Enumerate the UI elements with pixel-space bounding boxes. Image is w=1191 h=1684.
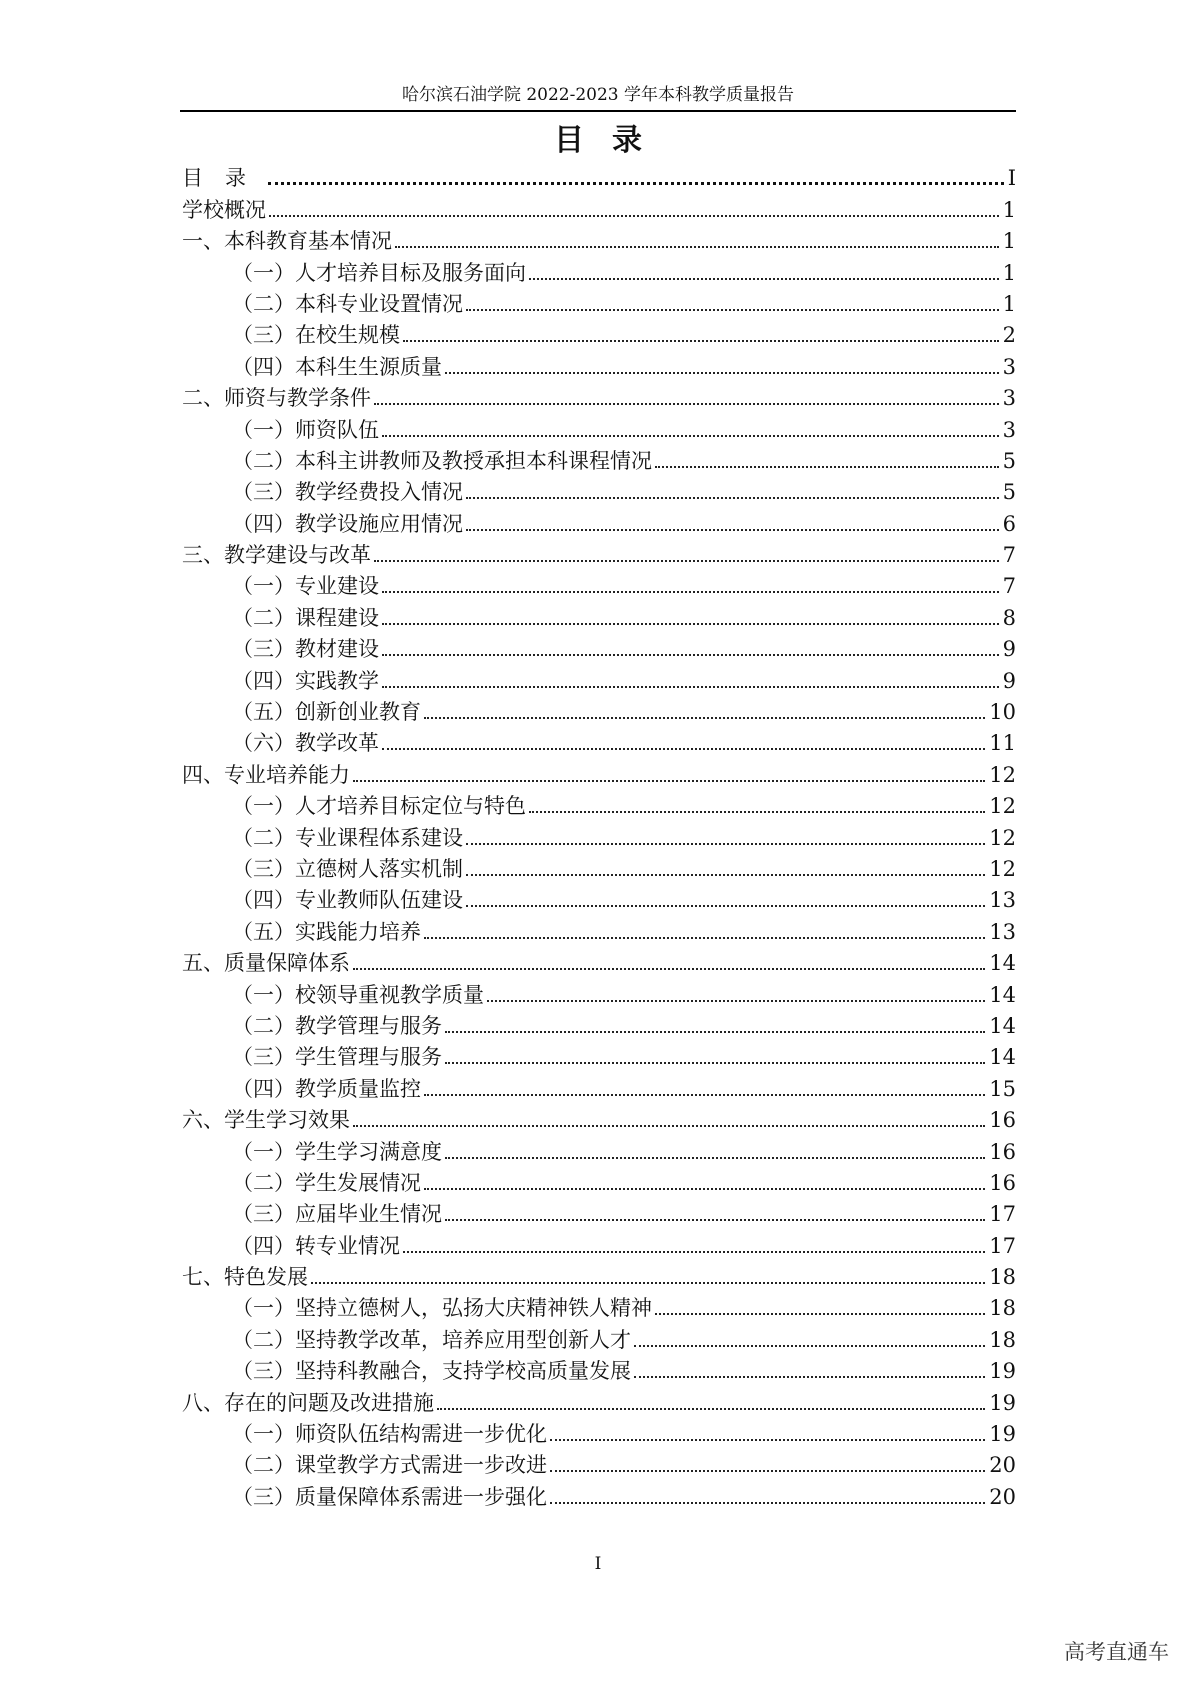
toc-entry-page: 7 xyxy=(1002,574,1016,599)
toc-dot-leader xyxy=(424,1094,985,1096)
toc-entry-page: 18 xyxy=(989,1296,1016,1321)
toc-entry-title: （一）专业建设 xyxy=(232,574,379,599)
toc-entry-title: 二、师资与教学条件 xyxy=(182,386,371,411)
toc-entry[interactable] xyxy=(182,1102,1016,1133)
toc-entry-page: 12 xyxy=(989,856,1016,881)
toc-entry[interactable] xyxy=(182,1259,1016,1290)
page-number: I xyxy=(594,1554,602,1574)
toc-entry[interactable] xyxy=(182,254,1016,285)
toc-entry-page: 16 xyxy=(989,1108,1016,1133)
toc-dot-leader xyxy=(655,466,999,468)
toc-entry-page: 1 xyxy=(1002,260,1016,285)
toc-dot-leader xyxy=(634,1345,985,1347)
toc-entry[interactable] xyxy=(182,1290,1016,1321)
toc-dot-leader xyxy=(550,1502,985,1504)
toc-entry-page: I xyxy=(1007,166,1016,191)
toc-entry-page: 18 xyxy=(989,1327,1016,1352)
toc-entry[interactable] xyxy=(182,568,1016,599)
toc-entry[interactable] xyxy=(182,223,1016,254)
watermark-text: 高考直通车 xyxy=(1064,1640,1169,1664)
toc-dot-leader xyxy=(374,560,999,562)
toc-entry-title: （二）坚持教学改革，培养应用型创新人才 xyxy=(232,1327,631,1352)
toc-entry-title: （二）课堂教学方式需进一步改进 xyxy=(232,1453,547,1478)
toc-entry[interactable] xyxy=(182,599,1016,630)
toc-entry-page: 16 xyxy=(989,1139,1016,1164)
toc-entry-page: 20 xyxy=(989,1453,1016,1478)
toc-dot-leader xyxy=(445,1062,985,1064)
toc-dot-leader xyxy=(382,748,985,750)
toc-dot-leader xyxy=(382,435,999,437)
toc-entry[interactable] xyxy=(182,725,1016,756)
toc-dot-leader xyxy=(311,1282,985,1284)
toc-entry-title: （三）立德树人落实机制 xyxy=(232,856,463,881)
toc-entry[interactable] xyxy=(182,819,1016,850)
toc-dot-leader xyxy=(466,309,999,311)
toc-entry[interactable] xyxy=(182,1384,1016,1415)
toc-entry[interactable] xyxy=(182,662,1016,693)
toc-entry-title: （二）课程建设 xyxy=(232,605,379,630)
toc-list xyxy=(182,160,1016,1510)
toc-entry[interactable] xyxy=(182,1478,1016,1509)
toc-entry-title: 六、学生学习效果 xyxy=(182,1108,350,1133)
toc-entry-title: （三）教学经费投入情况 xyxy=(232,480,463,505)
toc-entry-title: （二）学生发展情况 xyxy=(232,1170,421,1195)
toc-dot-leader xyxy=(466,843,985,845)
toc-entry[interactable] xyxy=(182,286,1016,317)
toc-entry-page: 16 xyxy=(989,1170,1016,1195)
toc-entry-title: 三、教学建设与改革 xyxy=(182,543,371,568)
toc-entry[interactable] xyxy=(182,1416,1016,1447)
toc-dot-leader xyxy=(445,1031,985,1033)
toc-entry[interactable] xyxy=(182,1196,1016,1227)
toc-entry-page: 3 xyxy=(1002,354,1016,379)
toc-entry-title: （五）创新创业教育 xyxy=(232,700,421,725)
toc-entry-page: 9 xyxy=(1002,668,1016,693)
toc-entry-page: 13 xyxy=(989,888,1016,913)
toc-entry[interactable] xyxy=(182,1165,1016,1196)
toc-entry[interactable] xyxy=(182,191,1016,222)
toc-entry-title: （三）教材建设 xyxy=(232,637,379,662)
toc-entry-title: 七、特色发展 xyxy=(182,1265,308,1290)
toc-entry-title: 五、质量保障体系 xyxy=(182,951,350,976)
toc-entry-page: 14 xyxy=(989,951,1016,976)
toc-title: 目录 xyxy=(554,123,670,158)
toc-dot-leader xyxy=(466,497,999,499)
toc-entry-title: （四）教学设施应用情况 xyxy=(232,511,463,536)
toc-dot-leader xyxy=(382,591,999,593)
toc-dot-leader xyxy=(382,686,999,688)
toc-entry-title: （一）学生学习满意度 xyxy=(232,1139,442,1164)
toc-dot-leader xyxy=(395,246,999,248)
toc-entry-page: 2 xyxy=(1002,323,1016,348)
toc-entry[interactable] xyxy=(182,1227,1016,1258)
toc-entry-page: 15 xyxy=(989,1076,1016,1101)
toc-entry-title: （四）实践教学 xyxy=(232,668,379,693)
toc-dot-leader xyxy=(466,905,985,907)
toc-entry[interactable] xyxy=(182,1070,1016,1101)
toc-entry-page: 3 xyxy=(1002,417,1016,442)
toc-dot-leader xyxy=(655,1313,985,1315)
toc-entry-page: 6 xyxy=(1002,511,1016,536)
toc-entry[interactable] xyxy=(182,348,1016,379)
toc-dot-leader xyxy=(634,1376,985,1378)
toc-entry-page: 1 xyxy=(1002,291,1016,316)
toc-dot-leader xyxy=(550,1470,985,1472)
toc-entry-title: （五）实践能力培养 xyxy=(232,919,421,944)
toc-entry-title: （四）转专业情况 xyxy=(232,1233,400,1258)
toc-entry-page: 13 xyxy=(989,919,1016,944)
running-header: 哈尔滨石油学院 2022-2023 学年本科教学质量报告 xyxy=(401,85,795,105)
toc-dot-leader xyxy=(268,182,1004,185)
toc-entry[interactable] xyxy=(182,505,1016,536)
toc-dot-leader xyxy=(353,780,985,782)
toc-entry[interactable] xyxy=(182,380,1016,411)
toc-dot-leader xyxy=(424,1188,985,1190)
toc-entry-title: （一）人才培养目标及服务面向 xyxy=(232,260,526,285)
toc-dot-leader xyxy=(445,1157,985,1159)
toc-entry[interactable] xyxy=(182,1008,1016,1039)
toc-entry-page: 19 xyxy=(989,1422,1016,1447)
toc-entry-title: （三）坚持科教融合，支持学校高质量发展 xyxy=(232,1359,631,1384)
toc-entry-page: 12 xyxy=(989,762,1016,787)
toc-entry-page: 14 xyxy=(989,1045,1016,1070)
toc-entry[interactable] xyxy=(182,1039,1016,1070)
toc-entry-title: （三）在校生规模 xyxy=(232,323,400,348)
toc-entry-page: 17 xyxy=(989,1233,1016,1258)
toc-entry-page: 3 xyxy=(1002,386,1016,411)
toc-entry-title: （四）本科生生源质量 xyxy=(232,354,442,379)
toc-dot-leader xyxy=(466,529,999,531)
toc-entry-title: （一）坚持立德树人，弘扬大庆精神铁人精神 xyxy=(232,1296,652,1321)
toc-entry-page: 14 xyxy=(989,1013,1016,1038)
toc-entry[interactable] xyxy=(182,788,1016,819)
toc-dot-leader xyxy=(424,937,985,939)
toc-entry-title: （三）学生管理与服务 xyxy=(232,1045,442,1070)
toc-dot-leader xyxy=(374,403,999,405)
toc-entry[interactable] xyxy=(182,443,1016,474)
toc-dot-leader xyxy=(353,1125,985,1127)
toc-dot-leader xyxy=(269,215,999,217)
toc-entry-title: 目录 xyxy=(182,166,268,191)
toc-dot-leader xyxy=(529,278,999,280)
toc-entry-title: 四、专业培养能力 xyxy=(182,762,350,787)
toc-entry[interactable] xyxy=(182,945,1016,976)
toc-entry-title: （二）专业课程体系建设 xyxy=(232,825,463,850)
toc-entry[interactable] xyxy=(182,411,1016,442)
toc-dot-leader xyxy=(529,811,985,813)
toc-entry[interactable] xyxy=(182,631,1016,662)
toc-entry-title: （一）人才培养目标定位与特色 xyxy=(232,794,526,819)
toc-entry[interactable] xyxy=(182,1133,1016,1164)
toc-entry-page: 5 xyxy=(1002,480,1016,505)
toc-dot-leader xyxy=(403,340,999,342)
toc-entry-title: 一、本科教育基本情况 xyxy=(182,229,392,254)
toc-dot-leader xyxy=(437,1408,985,1410)
toc-entry-page: 11 xyxy=(989,731,1016,756)
toc-entry-title: （一）师资队伍 xyxy=(232,417,379,442)
toc-dot-leader xyxy=(382,623,999,625)
toc-entry-page: 9 xyxy=(1002,637,1016,662)
toc-dot-leader xyxy=(382,654,999,656)
toc-entry-page: 19 xyxy=(989,1359,1016,1384)
header-rule xyxy=(180,110,1016,112)
toc-entry-page: 19 xyxy=(989,1390,1016,1415)
toc-entry[interactable] xyxy=(182,976,1016,1007)
toc-entry[interactable] xyxy=(182,1353,1016,1384)
toc-entry-title: （六）教学改革 xyxy=(232,731,379,756)
toc-entry-title: （三）应届毕业生情况 xyxy=(232,1202,442,1227)
toc-dot-leader xyxy=(353,968,985,970)
toc-entry-title: （一）师资队伍结构需进一步优化 xyxy=(232,1422,547,1447)
toc-entry-page: 18 xyxy=(989,1265,1016,1290)
toc-entry[interactable] xyxy=(182,537,1016,568)
toc-entry-title: （四）教学质量监控 xyxy=(232,1076,421,1101)
toc-entry-page: 10 xyxy=(989,700,1016,725)
toc-entry-title: （三）质量保障体系需进一步强化 xyxy=(232,1484,547,1509)
toc-entry[interactable] xyxy=(182,1447,1016,1478)
toc-entry-title: （二）本科主讲教师及教授承担本科课程情况 xyxy=(232,448,652,473)
toc-dot-leader xyxy=(424,717,985,719)
toc-entry[interactable] xyxy=(182,694,1016,725)
toc-entry[interactable] xyxy=(182,882,1016,913)
toc-entry-page: 1 xyxy=(1002,197,1016,222)
toc-entry[interactable] xyxy=(182,913,1016,944)
toc-entry-page: 14 xyxy=(989,982,1016,1007)
toc-entry-page: 1 xyxy=(1002,229,1016,254)
toc-entry-title: （二）教学管理与服务 xyxy=(232,1013,442,1038)
toc-entry-page: 20 xyxy=(989,1484,1016,1509)
toc-entry[interactable] xyxy=(182,317,1016,348)
toc-entry[interactable] xyxy=(182,756,1016,787)
toc-entry[interactable] xyxy=(182,851,1016,882)
toc-dot-leader xyxy=(445,1219,985,1221)
toc-dot-leader xyxy=(550,1439,985,1441)
toc-entry-page: 5 xyxy=(1002,448,1016,473)
toc-dot-leader xyxy=(445,372,999,374)
toc-dot-leader xyxy=(466,874,985,876)
toc-entry-page: 12 xyxy=(989,794,1016,819)
toc-entry-title: （四）专业教师队伍建设 xyxy=(232,888,463,913)
toc-entry-title: （二）本科专业设置情况 xyxy=(232,291,463,316)
toc-entry[interactable] xyxy=(182,474,1016,505)
toc-entry-page: 7 xyxy=(1002,543,1016,568)
toc-entry[interactable] xyxy=(182,1321,1016,1352)
toc-entry-page: 8 xyxy=(1002,605,1016,630)
toc-entry-page: 12 xyxy=(989,825,1016,850)
toc-dot-leader xyxy=(403,1251,985,1253)
toc-entry[interactable] xyxy=(182,160,1016,191)
toc-entry-title: （一）校领导重视教学质量 xyxy=(232,982,484,1007)
toc-entry-title: 学校概况 xyxy=(182,197,266,222)
toc-dot-leader xyxy=(487,1000,985,1002)
toc-entry-page: 17 xyxy=(989,1202,1016,1227)
toc-entry-title: 八、存在的问题及改进措施 xyxy=(182,1390,434,1415)
